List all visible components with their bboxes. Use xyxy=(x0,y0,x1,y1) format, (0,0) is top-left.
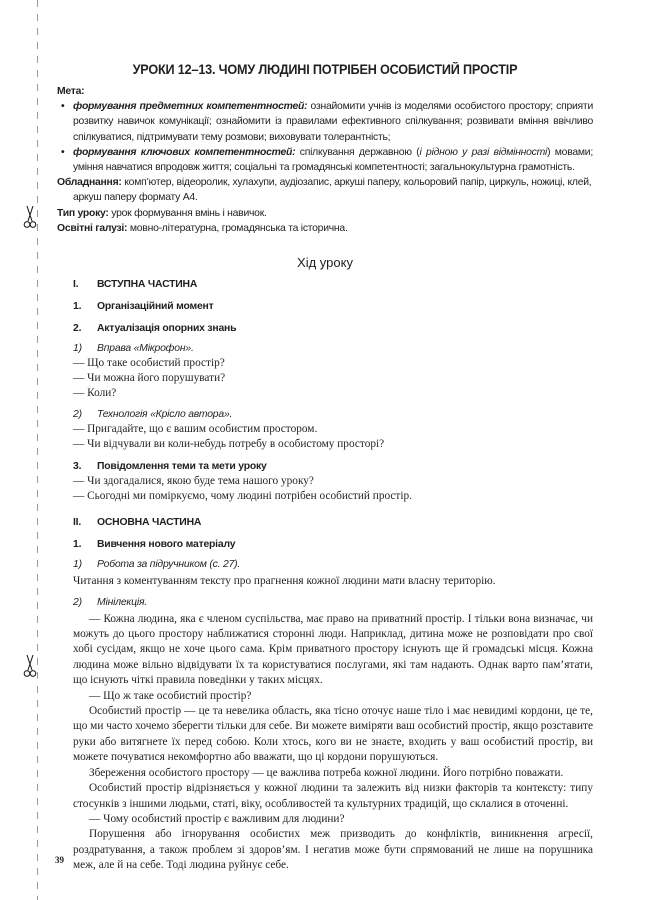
goal-label: Мета: xyxy=(57,86,85,97)
section-heading: Хід уроку xyxy=(297,255,353,270)
question-line: — Сьогодні ми поміркуємо, чому людині потрібен особистий простір. xyxy=(73,490,412,503)
equipment: Обладнання: комп’ютер, відеоролик, хулахупи, аудіозапис, аркуші паперу, кольоровий папір, циркуль, ножиці, клей, аркуш паперу формату А4. xyxy=(57,177,592,204)
question-line: — Чи здогадалися, якою буде тема нашого уроку? xyxy=(73,475,314,488)
part-heading: II. ОСНОВНА ЧАСТИНА xyxy=(73,517,202,529)
goal-bullet: • формування предметних компетентностей: ознайомити учнів із моделями особистого простору; сприяти розвитку навичок комунікації; ознайомити із правилами ефективного спілкування; розвивати вміння ввічливо спілкуватися, підтримувати тему розмови; виховувати толерантність; xyxy=(61,101,593,143)
scissors-icon xyxy=(22,206,38,230)
lecture-paragraph: Особистий простір — це та невелика область, яка тісно оточує наше тіло і має невидимі кордони, це те, що ми часто хочемо зберегти тільки для себе. Ви можете виміряти ваш особистий простір, якщо розставите руки або витягнете їх перед собою. Коли хтось, кого ви не знаєте, входить у ваш особистий простір, ви можете почуватися некомфортно або вважати, що ці кордони порушуються. xyxy=(73,705,594,764)
bullet-icon: • xyxy=(61,146,65,158)
cut-line xyxy=(37,0,38,900)
step-heading: 3. Повідомлення теми та мети уроку xyxy=(73,461,267,473)
exercise-heading: 2) Мінілекція. xyxy=(73,596,148,608)
question-line: — Що таке особистий простір? xyxy=(73,357,225,369)
lecture-paragraph: — Чому особистий простір є важливим для людини? xyxy=(89,812,345,825)
lecture-paragraph: Збереження особистого простору — це важлива потреба кожної людини. Його потрібно поважати. xyxy=(89,766,564,779)
page-title: УРОКИ 12–13. ЧОМУ ЛЮДИНІ ПОТРІБЕН ОСОБИСТИЙ ПРОСТІР xyxy=(132,62,518,77)
bullet-icon: • xyxy=(61,101,65,113)
exercise-heading: 1) Вправа «Мікрофон». xyxy=(73,343,194,354)
lesson-meta xyxy=(57,84,593,236)
question-line: — Чи відчували ви коли-небудь потребу в особистому просторі? xyxy=(73,437,385,450)
question-line: — Пригадайте, що є вашим особистим простором. xyxy=(73,422,318,435)
exercise-heading: 2) Технологія «Крісло автора». xyxy=(73,408,233,420)
goal-bullet: • формування ключових компетентностей: спілкування державною (і рідною у разі відмінності) мовами; уміння навчатися впродовж життя; соціальні та громадянські компетентності; загальнокультурна грамотність. xyxy=(61,146,593,174)
step-heading: 2. Актуалізація опорних знань xyxy=(73,323,237,334)
question-line: — Коли? xyxy=(73,387,117,400)
lesson-flow xyxy=(73,270,593,874)
scissors-icon xyxy=(22,655,38,679)
page-number: 39 xyxy=(55,855,64,865)
educational-fields: Освітні галузі: мовно-літературна, громадянська та історична. xyxy=(57,222,348,234)
lesson-type: Тип уроку: урок формування вмінь і навичок. xyxy=(57,207,267,219)
lecture-paragraph: Порушення або ігнорування особистих меж призводить до конфліктів, виникнення агресії, роздратування, а також проблем зі здоров’ям. І негатив може бути спрямований не лише на порушника меж, але й на себе. Тоді людина руйнує себе. xyxy=(73,828,593,872)
part-heading: I. ВСТУПНА ЧАСТИНА xyxy=(73,279,198,290)
question-line: — Чи можна його порушувати? xyxy=(73,372,226,385)
lecture-paragraph: — Кожна людина, яка є членом суспільства, має право на приватний простір. І тільки вона визначає, чи можуть до цього простору наближатися сторонні люди. Наприклад, дитина може не розповідати про свої хобі сусідам, якщо не хоче цього сама. Крім приватного простору існують ще й громадські місця. Кожна людина може вільно відвідувати їх та користуватися послугами, які там надають. Однак варто пам’ятати, що існують чіткі правила поведінки у таких місцях. xyxy=(73,612,593,687)
step-heading: 1. Організаційний момент xyxy=(73,301,214,312)
lecture-paragraph: Особистий простір відрізняється у кожної людини та залежить від низки факторів та контексту: типу стосунків з іншими людьми, статі, віку, особливостей та культурних традицій, що склалися в оточенні. xyxy=(73,782,593,810)
exercise-heading: 1) Робота за підручником (с. 27). xyxy=(73,559,241,571)
body-text: Читання з коментуванням тексту про прагнення кожної людини мати власну територію. xyxy=(73,575,496,588)
lecture-paragraph: — Що ж таке особистий простір? xyxy=(89,689,252,702)
step-heading: 1. Вивчення нового матеріалу xyxy=(73,539,236,551)
